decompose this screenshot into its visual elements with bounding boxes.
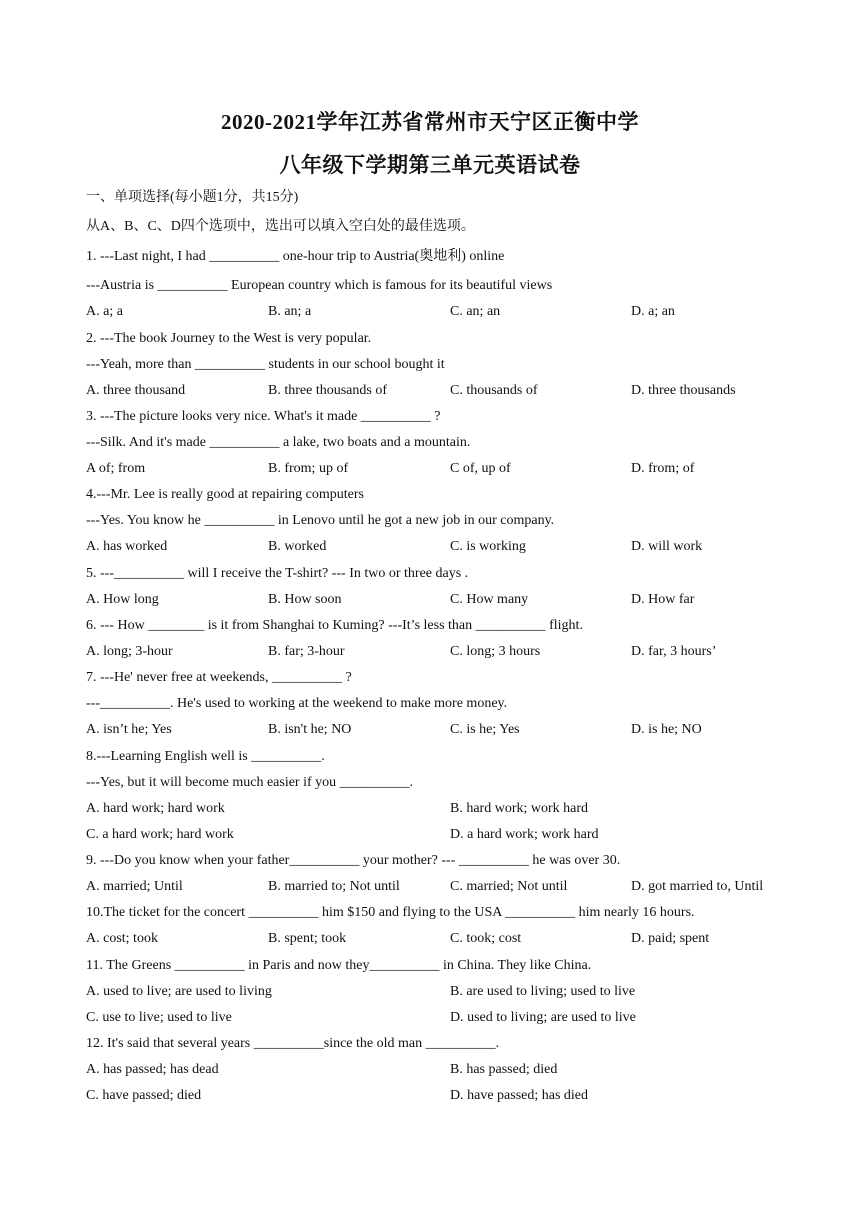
question-11-option-b: B. are used to living; used to live <box>450 984 636 999</box>
question-11-stem-line-1: 11. The Greens __________ in Paris and now they__________ in China. They like China. <box>86 958 592 973</box>
question-5-option-c: C. How many <box>450 592 529 607</box>
question-4-option-a: A. has worked <box>86 539 168 554</box>
question-11-option-a: A. used to live; are used to living <box>86 984 272 999</box>
question-7-option-d: D. is he; NO <box>631 722 702 737</box>
exam-title-line-1: 2020-2021学年江苏省常州市天宁区正衡中学 <box>221 110 639 134</box>
question-1-stem-line-2: ---Austria is __________ European country which is famous for its beautiful views <box>86 278 553 293</box>
question-9-option-a: A. married; Until <box>86 879 183 894</box>
question-8-stem-line-1: 8.---Learning English well is __________. <box>86 749 325 764</box>
question-10-stem-line-1: 10.The ticket for the concert __________ him $150 and flying to the USA __________ him nearly 16 hours. <box>86 905 695 920</box>
question-10-option-c: C. took; cost <box>450 931 522 946</box>
question-3-stem-line-1: 3. ---The picture looks very nice. What's it made __________ ? <box>86 409 441 424</box>
question-12-option-d: D. have passed; has died <box>450 1088 589 1103</box>
question-9-stem-line-1: 9. ---Do you know when your father__________ your mother? --- __________ he was over 30. <box>86 853 621 868</box>
question-2-option-b: B. three thousands of <box>268 383 387 398</box>
question-2-option-c: C. thousands of <box>450 383 538 398</box>
question-5-option-d: D. How far <box>631 592 695 607</box>
question-3-option-a: A of; from <box>86 461 146 476</box>
question-9-option-b: B. married to; Not until <box>268 879 400 894</box>
question-8-option-c: C. a hard work; hard work <box>86 827 234 842</box>
question-2-stem-line-1: 2. ---The book Journey to the West is very popular. <box>86 331 372 346</box>
question-2-stem-line-2: ---Yeah, more than __________ students in our school bought it <box>86 357 445 372</box>
question-10-option-a: A. cost; took <box>86 931 158 946</box>
question-12-option-c: C. have passed; died <box>86 1088 202 1103</box>
question-7-option-b: B. isn't he; NO <box>268 722 352 737</box>
question-12-stem-line-1: 12. It's said that several years __________since the old man __________. <box>86 1036 500 1051</box>
question-8-option-a: A. hard work; hard work <box>86 801 225 816</box>
question-10-option-d: D. paid; spent <box>631 931 710 946</box>
question-2-option-d: D. three thousands <box>631 383 736 398</box>
question-7-stem-line-1: 7. ---He' never free at weekends, __________ ? <box>86 670 352 685</box>
question-8-option-d: D. a hard work; work hard <box>450 827 599 842</box>
question-11-option-d: D. used to living; are used to live <box>450 1010 636 1025</box>
question-9-option-d: D. got married to, Until <box>631 879 764 894</box>
question-10-option-b: B. spent; took <box>268 931 347 946</box>
question-7-option-a: A. isn’t he; Yes <box>86 722 172 737</box>
question-4-option-d: D. will work <box>631 539 703 554</box>
question-1-stem-line-1: 1. ---Last night, I had __________ one-hour trip to Austria(奥地利) online <box>86 249 505 264</box>
question-3-option-c: C of, up of <box>450 461 511 476</box>
question-8-stem-line-2: ---Yes, but it will become much easier if you __________. <box>86 775 414 790</box>
question-1-option-a: A. a; a <box>86 304 123 319</box>
question-4-stem-line-2: ---Yes. You know he __________ in Lenovo until he got a new job in our company. <box>86 513 555 528</box>
question-6-option-c: C. long; 3 hours <box>450 644 541 659</box>
question-2-option-a: A. three thousand <box>86 383 186 398</box>
question-4-option-b: B. worked <box>268 539 327 554</box>
question-6-stem-line-1: 6. --- How ________ is it from Shanghai to Kuming? ---It’s less than __________ flight. <box>86 618 583 633</box>
question-4-option-c: C. is working <box>450 539 526 554</box>
question-1-option-b: B. an; a <box>268 304 312 319</box>
question-8-option-b: B. hard work; work hard <box>450 801 589 816</box>
question-4-stem-line-1: 4.---Mr. Lee is really good at repairing computers <box>86 487 364 502</box>
question-1-option-c: C. an; an <box>450 304 501 319</box>
question-5-option-a: A. How long <box>86 592 159 607</box>
question-7-stem-line-2: ---__________. He's used to working at the weekend to make more money. <box>86 696 508 711</box>
question-11-option-c: C. use to live; used to live <box>86 1010 232 1025</box>
question-9-option-c: C. married; Not until <box>450 879 568 894</box>
question-7-option-c: C. is he; Yes <box>450 722 520 737</box>
exam-title-line-2: 八年级下学期第三单元英语试卷 <box>279 153 581 177</box>
section-heading: 一、单项选择(每小题1分，共15分) <box>86 190 299 205</box>
question-3-option-d: D. from; of <box>631 461 695 476</box>
question-1-option-d: D. a; an <box>631 304 675 319</box>
question-12-option-a: A. has passed; has dead <box>86 1062 219 1077</box>
question-6-option-d: D. far, 3 hours’ <box>631 644 717 659</box>
question-5-stem-line-1: 5. ---__________ will I receive the T-shirt? --- In two or three days . <box>86 566 469 581</box>
question-6-option-a: A. long; 3-hour <box>86 644 173 659</box>
section-instruction: 从A、B、C、D四个选项中，选出可以填入空白处的最佳选项。 <box>86 219 475 234</box>
question-6-option-b: B. far; 3-hour <box>268 644 345 659</box>
question-3-stem-line-2: ---Silk. And it's made __________ a lake, two boats and a mountain. <box>86 435 471 450</box>
question-3-option-b: B. from; up of <box>268 461 349 476</box>
question-5-option-b: B. How soon <box>268 592 342 607</box>
question-12-option-b: B. has passed; died <box>450 1062 558 1077</box>
